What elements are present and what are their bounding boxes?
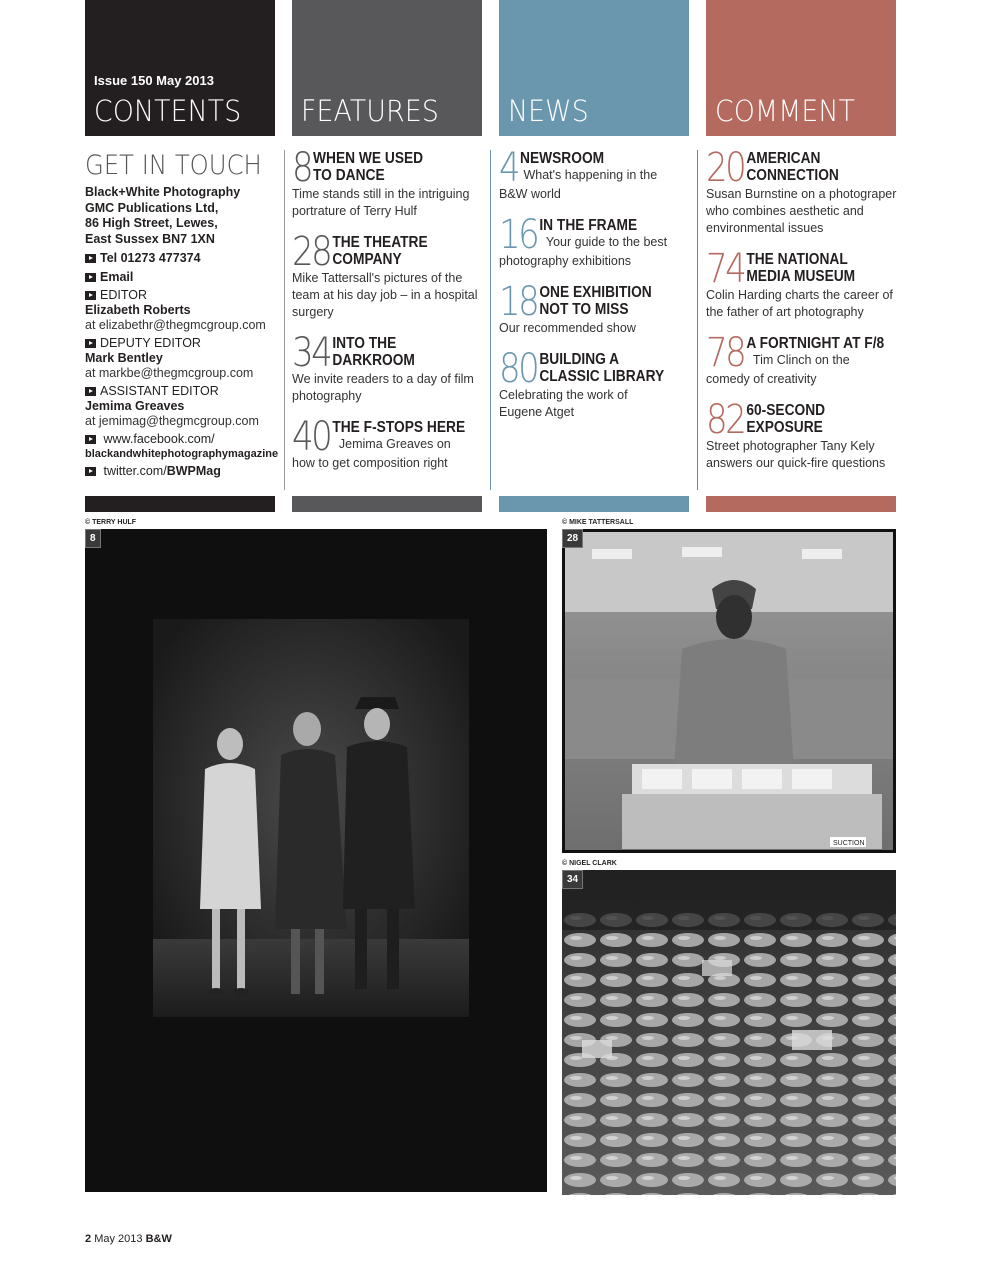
hospital-illustration [562,529,896,853]
entry-title: THE NATIONAL [746,251,848,268]
photo-credit: © MIKE TATTERSALL [562,519,634,526]
contact-column [85,150,280,490]
play-arrow-icon [85,467,96,476]
entry-title: EXPOSURE [746,419,823,436]
entry-desc: Celebrating the work of Eugene Atget [499,388,628,419]
comment-column [706,145,901,490]
page-number: 40 [292,414,331,460]
entry-title: CLASSIC LIBRARY [539,368,665,385]
section-header-news [499,0,689,136]
entry-desc: B&W world [499,187,561,201]
color-bar-contents [85,496,275,512]
entry-desc: photography exhibitions [499,254,632,268]
footer-date: May 2013 [94,1233,143,1245]
deputy-email[interactable]: at markbe@thegmcgroup.com [85,366,254,380]
entry-desc: Tim Clinch on the [752,353,850,367]
footer-brand: B&W [145,1233,172,1245]
email-link[interactable]: Email [85,269,280,285]
editor-label: EDITOR [85,288,280,303]
page-footer [85,1233,172,1245]
facebook-link[interactable]: www.facebook.com/ [85,432,280,447]
divider [697,150,698,490]
page-number-footer: 2 [85,1233,92,1245]
entry-title: DARKROOM [332,352,415,369]
play-arrow-icon [85,291,96,300]
page-number: 74 [706,246,745,292]
portrait-illustration [85,529,547,1192]
contents-title: CONTENTS [94,94,242,128]
entry-title: ONE EXHIBITION [539,284,652,301]
entry-desc: comedy of creativity [706,372,817,386]
entry-title: COMPANY [332,251,402,268]
page-number: 4 [499,145,519,191]
color-bar-comment [706,496,896,512]
photo-credit: © TERRY HULF [85,519,137,526]
entry-title: 60-SECOND [746,402,826,419]
tel-row: Tel 01273 477374 [85,250,280,266]
entry-title: WHEN WE USED [313,150,424,167]
entry-desc: What's happening in the [523,168,658,182]
feature-entry[interactable] [292,229,484,321]
page-number: 34 [292,330,331,376]
entry-title: A FORTNIGHT AT F/8 [746,335,885,352]
page-number: 20 [706,145,745,191]
features-column [292,145,484,490]
entry-desc: Susan Burnstine on a photograper who combines aesthetic and environmental issues [706,187,897,235]
entry-desc: We invite readers to a day of film photography [292,372,474,403]
entry-title: NOT TO MISS [539,301,629,318]
photo-page-badge: 28 [562,529,583,548]
page-number: 80 [499,346,538,392]
comment-entry[interactable] [706,145,901,237]
suction-sign: SUCTION [833,840,865,847]
issue-label: Issue 150 May 2013 [94,73,214,88]
fish-market-photo[interactable] [562,870,896,1195]
divider [284,150,285,490]
entry-title: BUILDING A [539,351,620,368]
entry-title: THE F-STOPS HERE [332,419,466,436]
play-arrow-icon [85,339,96,348]
play-arrow-icon [85,435,96,444]
divider [490,150,491,490]
portrait-photo[interactable] [85,529,547,1192]
assistant-label: ASSISTANT EDITOR [85,384,280,399]
deputy-label: DEPUTY EDITOR [85,336,280,351]
entry-desc: Our recommended show [499,321,636,335]
deputy-name: Mark Bentley [85,351,163,365]
entry-desc: Jemima Greaves on [338,437,451,451]
color-bar-features [292,496,482,512]
section-header-comment [706,0,896,136]
facebook-link-path[interactable]: blackandwhitephotographymagazine [85,448,279,460]
entry-title: IN THE FRAME [539,217,638,234]
play-arrow-icon [85,387,96,396]
entry-desc: Colin Harding charts the career of the father of art photography [706,288,893,319]
feature-entry[interactable] [292,145,484,220]
entry-title: AMERICAN [746,150,821,167]
news-entry[interactable] [499,346,691,421]
entry-desc: how to get composition right [292,456,448,470]
assistant-name: Jemima Greaves [85,399,185,413]
comment-title: COMMENT [715,94,856,128]
comment-entry[interactable] [706,330,901,388]
section-header-contents [85,0,275,136]
feature-entry[interactable] [292,414,484,472]
news-entry[interactable] [499,145,691,203]
play-arrow-icon [85,254,96,263]
page-number: 78 [706,330,745,376]
photo-credit: © NIGEL CLARK [562,860,617,867]
twitter-link[interactable]: twitter.com/BWPMag [85,464,280,479]
features-title: FEATURES [301,94,440,128]
news-column [499,145,691,490]
entry-title: MEDIA MUSEUM [746,268,856,285]
color-bar-news [499,496,689,512]
editor-email[interactable]: at elizabethr@thegmcgroup.com [85,318,266,332]
news-entry[interactable] [499,279,691,337]
page-number: 28 [292,229,331,275]
section-header-features [292,0,482,136]
photo-page-badge: 34 [562,870,583,889]
editor-name: Elizabeth Roberts [85,303,191,317]
page-number: 16 [499,212,538,258]
comment-entry[interactable] [706,246,901,321]
get-in-touch-title: GET IN TOUCH [85,150,262,181]
fish-illustration [562,870,896,1195]
entry-title: NEWSROOM [520,150,605,167]
entry-title: INTO THE [332,335,397,352]
entry-title: CONNECTION [746,167,839,184]
play-arrow-icon [85,273,96,282]
entry-desc: Time stands still in the intriguing portrature of Terry Hulf [292,187,470,218]
page-number: 18 [499,279,538,325]
hospital-photo[interactable] [562,529,896,853]
address: Black+White Photography GMC Publications Ltd, 86 High Street, Lewes, East Sussex BN7 1XN [85,185,241,246]
assistant-email[interactable]: at jemimag@thegmcgroup.com [85,414,259,428]
photo-page-badge: 8 [85,529,101,548]
feature-entry[interactable] [292,330,484,405]
entry-desc: Street photographer Tany Kely answers our quick-fire questions [706,439,886,470]
news-title: NEWS [508,94,589,128]
entry-desc: Mike Tattersall's pictures of the team at his day job – in a hospital surgery [292,271,478,319]
page-number: 8 [292,145,312,191]
entry-title: TO DANCE [313,167,385,184]
comment-entry[interactable] [706,397,901,472]
entry-title: THE THEATRE [332,234,428,251]
news-entry[interactable] [499,212,691,270]
page-number: 82 [706,397,745,443]
entry-desc: Your guide to the best [545,235,668,249]
